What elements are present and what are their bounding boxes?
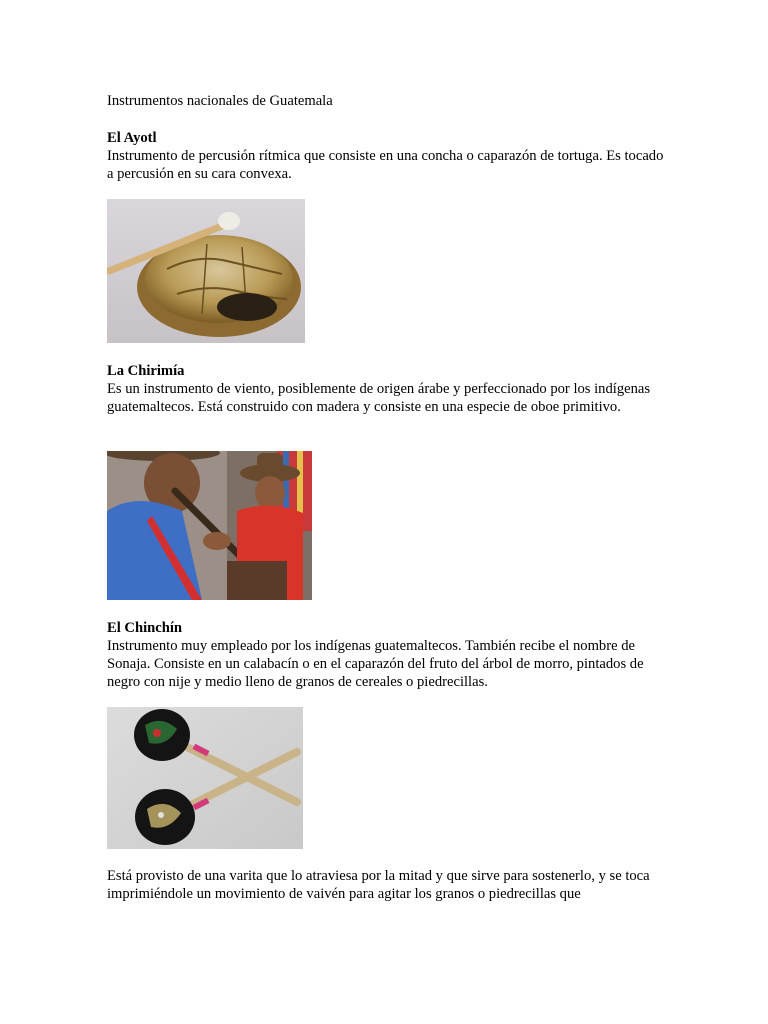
- section-heading-chinchin: El Chinchín: [107, 620, 183, 636]
- section-text-ayotl: Instrumento de percusión rítmica que consiste en una concha o caparazón de tortuga. Es tocado a percusión en su cara convexa.: [107, 148, 664, 182]
- section-text-chinchin: Instrumento muy empleado por los indígenas guatemaltecos. También recibe el nombre de Sonaja. Consiste en un calabacín o en el caparazón del fruto del árbol de morro, pintados de negro con nije y medio lleno de granos de cereales o piedrecillas.: [107, 638, 644, 690]
- section-text-chirimia: Es un instrumento de viento, posiblemente de origen árabe y perfeccionado por los indígenas guatemaltecos. Está construido con madera y consiste en una especie de oboe primitivo.: [107, 381, 651, 415]
- section-heading-chirimia: La Chirimía: [107, 363, 185, 379]
- chinchin-maracas-photo: [107, 707, 303, 849]
- closing-paragraph: Está provisto de una varita que lo atraviesa por la mitad y que sirve para sostenerlo, y se toca imprimiéndole un movimiento de vaivén para agitar los granos o piedrecillas que: [107, 868, 650, 902]
- turtle-shell-drum-photo: [107, 199, 305, 343]
- chirimia-player-photo: [107, 451, 312, 600]
- document-title: Instrumentos nacionales de Guatemala: [107, 93, 333, 109]
- section-heading-ayotl: El Ayotl: [107, 130, 157, 146]
